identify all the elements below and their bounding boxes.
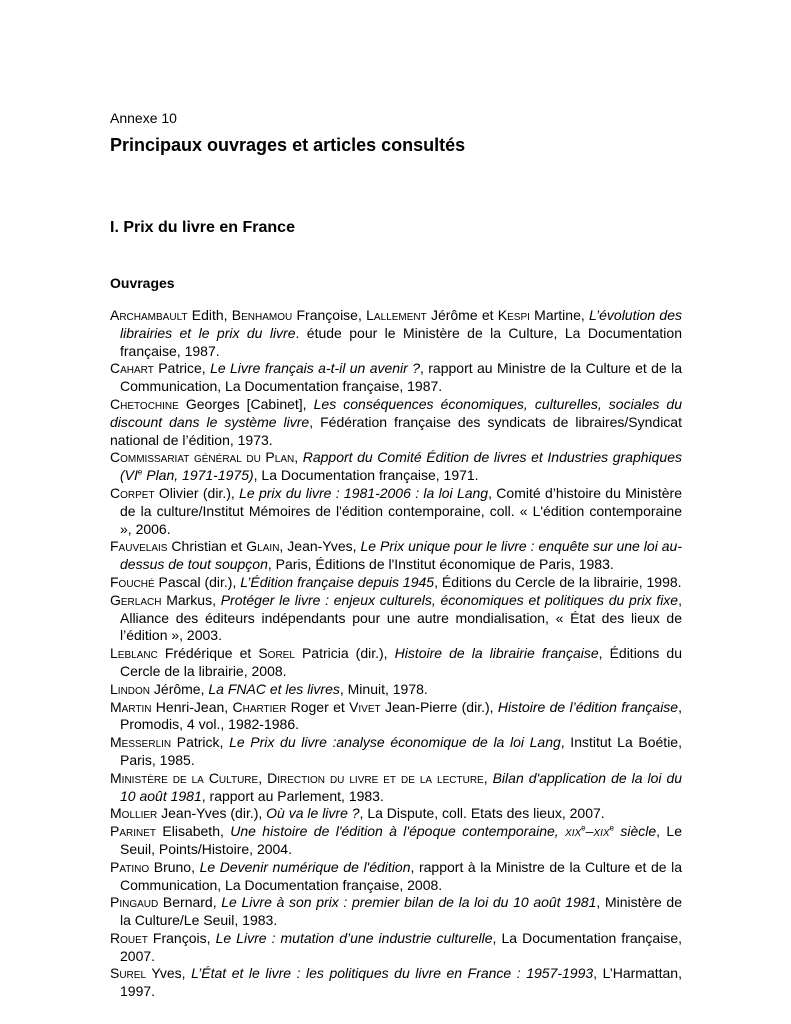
- author-given-name: Olivier (dir.),: [154, 484, 240, 501]
- author-name: Benhamou: [231, 307, 293, 323]
- publication-details: , Paris, Éditions de l'Institut économique de Paris, 1983.: [267, 556, 614, 573]
- author-name: Cahart: [110, 360, 154, 377]
- author-name: Fauvelais: [110, 538, 168, 555]
- work-title: Le Prix du livre :analyse économique de la loi Lang: [229, 734, 561, 751]
- publication-details: , Minuit, 1978.: [339, 680, 428, 697]
- author-given-name: Christian et: [167, 538, 247, 555]
- bibliography-entry: [110, 360, 682, 396]
- bibliography-list: [110, 307, 682, 1001]
- bibliography-entry: [110, 449, 682, 485]
- author-given-name: Georges [Cabinet],: [178, 395, 314, 412]
- author-given-name: Frédérique et: [157, 645, 259, 662]
- author-given-name: Pascal (dir.),: [154, 573, 241, 590]
- author-given-name: Patrice,: [153, 360, 211, 377]
- bibliography-entry: [110, 574, 682, 592]
- publication-details: , rapport à la Ministre de la Culture et de la Communication, La Documentation française, 2008.: [120, 858, 683, 893]
- bibliography-entry: [110, 307, 682, 360]
- publication-details: , La Dispute, coll. Etats des lieux, 2007.: [359, 805, 605, 822]
- work-title: Le prix du livre : 1981-2006 : la loi Lang: [239, 484, 489, 501]
- publication-details: , Alliance des éditeurs indépendants pour une autre mondialisation, « État des lieux de l’édition », 2003.: [120, 591, 682, 644]
- publication-details: , Ministère de la Culture/Le Seuil, 1983.: [120, 894, 682, 929]
- bibliography-entry: [110, 681, 682, 699]
- publication-details: , La Documentation française, 2007.: [120, 929, 683, 964]
- author-given-name: Roger et: [286, 698, 350, 715]
- author-name: Martin: [110, 698, 152, 715]
- bibliography-entry: [110, 699, 682, 735]
- author-name: Corpet: [110, 484, 155, 501]
- author-name: Chartier: [232, 698, 287, 715]
- bibliography-entry: [110, 485, 682, 538]
- author-given-name: Martine,: [529, 307, 589, 323]
- author-given-name: , Jean-Yves,: [279, 538, 361, 555]
- work-title-continued: Plan, 1971-1975): [142, 467, 254, 484]
- author-given-name: ,: [483, 769, 493, 786]
- author-name: Lallement: [366, 307, 427, 323]
- bibliography-entry: [110, 734, 682, 770]
- author-name: Gerlach: [110, 591, 162, 608]
- author-given-name: Patrick,: [171, 734, 230, 751]
- work-title-continued: siècle: [614, 823, 657, 840]
- author-given-name: Jérôme et: [426, 307, 498, 323]
- author-given-name: Henri-Jean,: [151, 698, 233, 715]
- author-given-name: Jean-Pierre (dir.),: [380, 698, 498, 715]
- annex-label: Annexe 10: [110, 110, 177, 126]
- author-given-name: Françoise,: [292, 307, 367, 323]
- author-name: Rouet: [110, 929, 148, 946]
- work-title: Le Livre : mutation d’une industrie culturelle: [215, 929, 493, 946]
- author-given-name: Elisabeth,: [156, 823, 231, 840]
- page-title: Principaux ouvrages et articles consultés: [110, 135, 466, 155]
- work-title: Où va le livre ?: [266, 805, 360, 822]
- author-name: Direction du livre et de la lecture: [267, 769, 484, 786]
- author-name: Parinet: [110, 823, 157, 840]
- author-name: Commissariat général du Plan: [110, 449, 295, 466]
- author-name: Surel: [110, 965, 147, 982]
- author-given-name: Bernard,: [158, 894, 222, 911]
- work-title: Le Prix unique pour le livre : enquête sur une loi au-dessus de tout soupçon: [120, 538, 683, 573]
- bibliography-entry: [110, 965, 682, 1001]
- author-given-name: Markus,: [161, 591, 221, 608]
- work-title: Le Devenir numérique de l'édition: [199, 858, 411, 875]
- author-name: Chetochine: [110, 395, 179, 412]
- author-name: Patino: [110, 858, 150, 875]
- author-name: Ministère de la Culture: [110, 769, 259, 786]
- author-given-name: Jérôme,: [150, 680, 209, 697]
- publication-details: , rapport au Ministre de la Culture et de la Communication, La Documentation française, 1987.: [120, 360, 682, 395]
- author-given-name: Bruno,: [149, 858, 200, 875]
- work-title: Le Livre français a-t-il un avenir ?: [210, 360, 420, 377]
- author-given-name: Edith,: [187, 307, 232, 323]
- work-title: L’État et le livre : les politiques du livre en France : 1957-1993: [191, 965, 594, 982]
- author-name: Vivet: [349, 698, 381, 715]
- publication-details: . étude pour le Ministère de la Culture, La Documentation française, 1987.: [120, 324, 682, 359]
- author-name: Archambault: [110, 307, 188, 323]
- author-name: Sorel: [258, 645, 295, 662]
- publication-details: , rapport au Parlement, 1983.: [201, 787, 384, 804]
- bibliography-entry: [110, 770, 682, 806]
- author-name: Kespi: [497, 307, 530, 323]
- superscript: e: [609, 823, 614, 833]
- work-title: Protéger le livre : enjeux culturels, économiques et politiques du prix fixe: [220, 591, 679, 608]
- author-given-name: Patricia (dir.),: [294, 645, 395, 662]
- publication-details: , Fédération française des syndicats de libraires/Syndicat national de l’édition, 1973.: [110, 413, 682, 448]
- author-given-name: ,: [294, 449, 303, 466]
- work-title: La FNAC et les livres: [208, 680, 340, 697]
- publication-details: , L’Harmattan, 1997.: [120, 965, 682, 1000]
- publication-details: , Le Seuil, Points/Histoire, 2004.: [120, 823, 683, 857]
- superscript: e: [137, 467, 143, 477]
- century-numeral: xix: [565, 823, 582, 840]
- work-title: Rapport du Comité Édition de livres et Industries graphiques (VI: [120, 449, 682, 484]
- bibliography-entry: [110, 859, 682, 895]
- bibliography-entry: [110, 894, 682, 930]
- bibliography-entry: [110, 645, 682, 681]
- author-name: Glain: [246, 538, 280, 555]
- bibliography-entry: [110, 396, 682, 449]
- bibliography-entry: [110, 592, 682, 645]
- publication-details: , Éditions du Cercle de la librairie, 2008.: [120, 645, 682, 679]
- author-given-name: ,: [258, 769, 268, 786]
- publication-details: , Institut La Boétie, Paris, 1985.: [120, 734, 682, 768]
- work-title: Histoire de la librairie française: [394, 645, 599, 662]
- author-name: Leblanc: [110, 645, 158, 662]
- publication-details: , La Documentation française, 1971.: [253, 467, 479, 484]
- century-numeral: xix: [593, 823, 610, 840]
- section-heading: I. Prix du livre en France: [110, 219, 295, 236]
- author-given-name: François,: [147, 929, 216, 946]
- author-name: Fouché: [110, 573, 155, 590]
- work-title: L’évolution des librairies et le prix du livre: [120, 307, 682, 341]
- subsection-heading: Ouvrages: [110, 275, 175, 291]
- author-given-name: Yves,: [146, 965, 192, 982]
- author-name: Mollier: [110, 805, 158, 822]
- work-title: Bilan d'application de la loi du 10 août 1981: [120, 769, 683, 804]
- bibliography-entry: [110, 538, 682, 574]
- dash: –: [585, 823, 594, 840]
- bibliography-entry: [110, 823, 682, 859]
- author-name: Pingaud: [110, 894, 159, 911]
- work-title: Une histoire de l'édition à l'époque contemporaine,: [230, 823, 566, 840]
- author-given-name: Jean-Yves (dir.),: [157, 805, 267, 822]
- work-title: Les conséquences économiques, culturelles, sociales du discount dans le système livre: [110, 395, 682, 430]
- bibliography-entry: [110, 930, 682, 966]
- bibliography-entry: [110, 805, 682, 823]
- work-title: Histoire de l’édition française: [497, 698, 679, 715]
- work-title: Le Livre à son prix : premier bilan de la loi du 10 août 1981: [221, 894, 597, 911]
- author-name: Messerlin: [110, 734, 172, 751]
- work-title: L’Édition française depuis 1945: [240, 573, 435, 590]
- publication-details: , Comité d’histoire du Ministère de la culture/Institut Mémoires de l'édition contemporaine, coll. « L'édition contemporaine », 2006.: [120, 484, 682, 537]
- publication-details: , Éditions du Cercle de la librairie, 1998.: [434, 573, 682, 590]
- superscript: e: [581, 823, 586, 833]
- author-name: Lindon: [110, 680, 151, 697]
- publication-details: , Promodis, 4 vol., 1982-1986.: [120, 698, 682, 733]
